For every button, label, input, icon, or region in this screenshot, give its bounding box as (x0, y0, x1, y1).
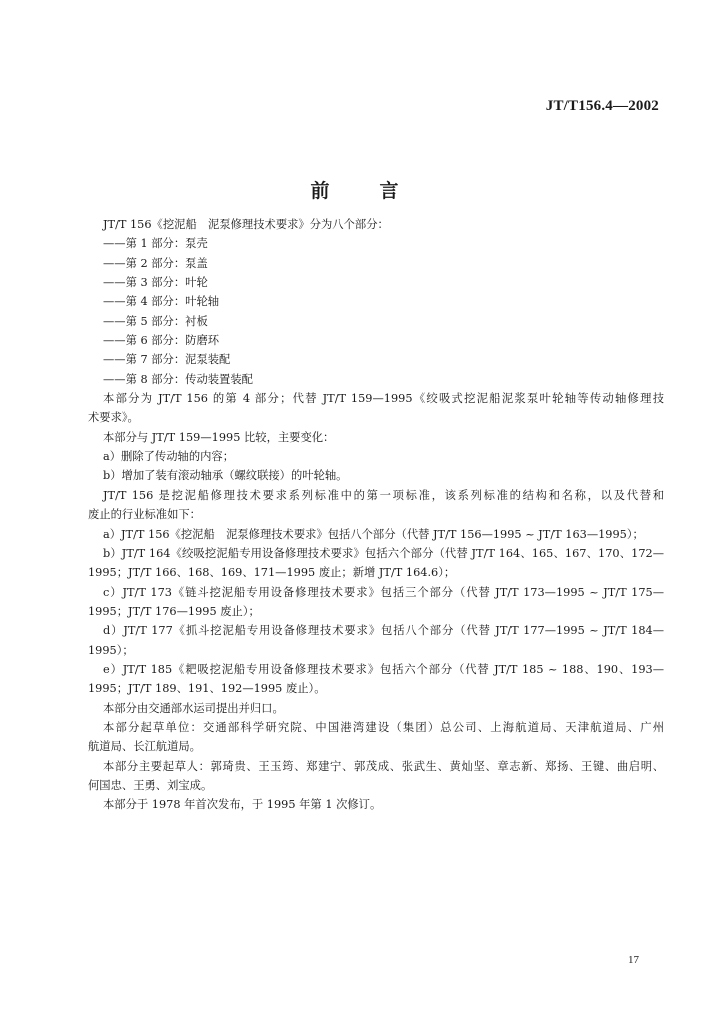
series-item-b-line-1: b）JT/T 164《绞吸挖泥船专用设备修理技术要求》包括六个部分（代替 JT/T 164、165、167、170、172— (103, 546, 664, 560)
replace-paragraph-line-1: 本部分为 JT/T 156 的第 4 部分；代替 JT/T 159—1995《绞吸式挖泥船泥浆泵叶轮轴等传动轴修理技 (103, 392, 664, 406)
part-list-item: ——第 5 部分：衬板 (103, 314, 208, 328)
change-item-a: a）删除了传动轴的内容； (103, 450, 235, 464)
title-first-char: 前 (310, 180, 330, 202)
series-item-c-line-1: c）JT/T 173《链斗挖泥船专用设备修理技术要求》包括三个部分（代替 JT/T 173—1995 ~ JT/T 175— (103, 585, 664, 599)
series-item-d-line-1: d）JT/T 177《抓斗挖泥船专用设备修理技术要求》包括八个部分（代替 JT/T 177—1995 ~ JT/T 184— (103, 624, 664, 638)
part-list-item: ——第 6 部分：防磨环 (103, 334, 220, 348)
drafting-units-line-2: 航道局、长江航道局。 (88, 740, 201, 754)
foreword-body (88, 215, 664, 815)
replace-paragraph-line-2: 术要求》。 (88, 411, 139, 425)
drafters-line-1: 本部分主要起草人：郭琦贵、王玉筠、郑建宁、郭茂成、张武生、黄灿坚、章志新、郑扬、王键、曲启明、 (103, 759, 664, 773)
part-list-item: ——第 3 部分：叶轮 (103, 276, 208, 290)
part-list-item: ——第 4 部分：叶轮轴 (103, 295, 220, 309)
part-list-item: ——第 1 部分：泵壳 (103, 237, 208, 251)
page-number: 17 (628, 954, 639, 966)
part-list-item: ——第 7 部分：泥泵装配 (103, 353, 231, 367)
history-paragraph: 本部分于 1978 年首次发布，于 1995 年第 1 次修订。 (103, 798, 382, 812)
page-title (0, 176, 709, 203)
drafting-units-line-1: 本部分起草单位：交通部科学研究院、中国港湾建设（集团）总公司、上海航道局、天津航道局、广州 (103, 720, 664, 734)
proposer-paragraph: 本部分由交通部水运司提出并归口。 (103, 701, 284, 715)
series-item-e-line-1: e）JT/T 185《耙吸挖泥船专用设备修理技术要求》包括六个部分（代替 JT/T 185 ~ 188、190、193— (103, 662, 664, 676)
standard-code: JT/T156.4—2002 (545, 98, 659, 114)
series-item-c-line-2: 1995；JT/T 176—1995 废止）； (88, 604, 260, 618)
title-second-char: 言 (379, 180, 399, 202)
intro-paragraph: JT/T 156《挖泥船 泥泵修理技术要求》分为八个部分： (103, 218, 389, 231)
part-list-item: ——第 2 部分：泵盖 (103, 256, 208, 270)
series-item-a: a）JT/T 156《挖泥船 泥泵修理技术要求》包括八个部分（代替 JT/T 156—1995 ~ JT/T 163—1995）； (103, 527, 644, 541)
series-paragraph-line-1: JT/T 156 是挖泥船修理技术要求系列标准中的第一项标准，该系列标准的结构和名称，以及代替和 (103, 488, 664, 502)
change-item-b: b）增加了装有滚动轴承（螺纹联接）的叶轮轴。 (103, 469, 348, 483)
series-item-d-line-2: 1995）； (88, 643, 134, 657)
compare-paragraph: 本部分与 JT/T 159—1995 比较，主要变化： (103, 430, 335, 444)
series-paragraph-line-2: 废止的行业标准如下： (88, 508, 201, 522)
drafters-line-2: 何国忠、王勇、刘宝成。 (88, 778, 213, 792)
part-list-item: ——第 8 部分：传动装置装配 (103, 372, 253, 386)
series-item-e-line-2: 1995；JT/T 189、191、192—1995 废止）。 (88, 682, 326, 696)
series-item-b-line-2: 1995；JT/T 166、168、169、171—1995 废止；新增 JT/T 164.6）； (88, 566, 456, 580)
